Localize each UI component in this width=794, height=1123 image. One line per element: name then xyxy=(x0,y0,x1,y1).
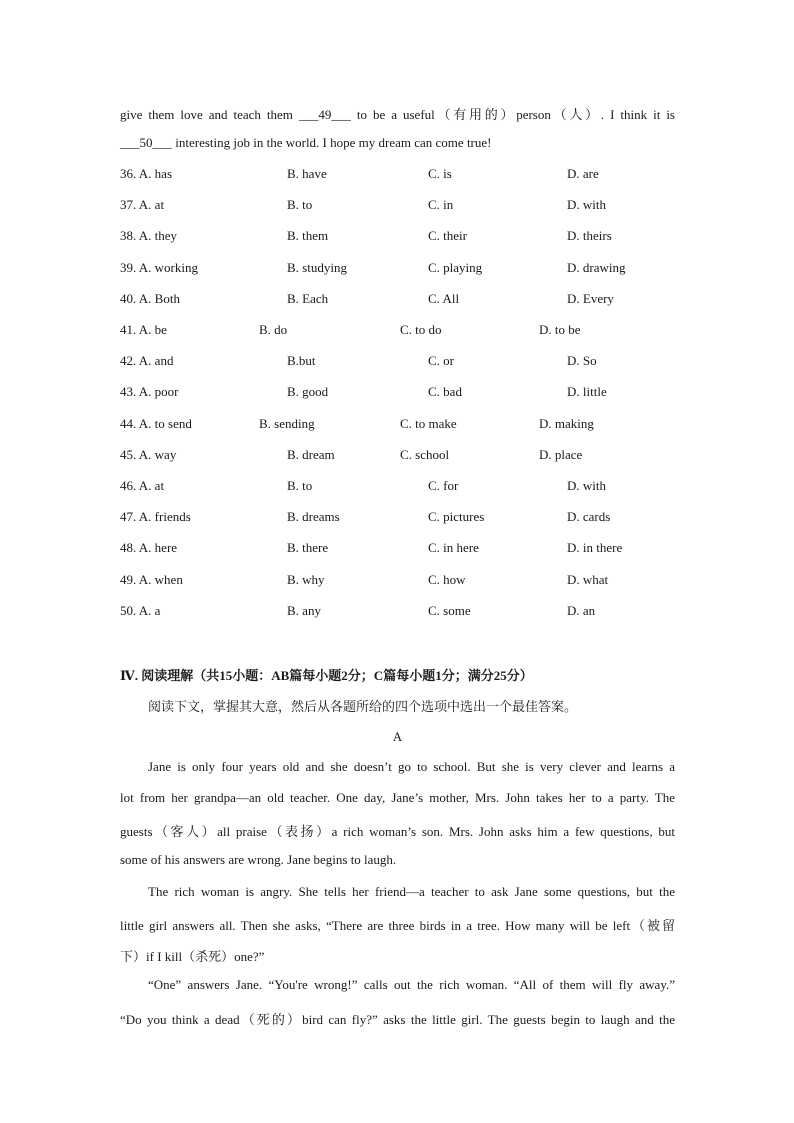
question-row xyxy=(120,353,680,371)
question-row xyxy=(120,603,680,621)
option-a: 43. A. poor xyxy=(120,384,179,399)
question-row xyxy=(120,447,680,465)
option-b: B. to xyxy=(287,197,313,212)
option-a: 50. A. a xyxy=(120,603,161,618)
option-a: 41. A. be xyxy=(120,322,167,337)
option-a: 40. A. Both xyxy=(120,291,180,306)
option-a: 49. A. when xyxy=(120,572,183,587)
section-heading: Ⅳ. 阅读理解（共15小题：AB篇每小题2分；C篇每小题1分；满分25分） xyxy=(120,668,533,683)
option-b: B.but xyxy=(287,353,316,368)
question-row xyxy=(120,509,680,527)
option-d: D. little xyxy=(567,384,607,399)
question-row xyxy=(120,166,680,184)
option-a: 46. A. at xyxy=(120,478,165,493)
option-a: 38. A. they xyxy=(120,228,178,243)
option-b: B. dreams xyxy=(287,509,340,524)
question-row xyxy=(120,572,680,590)
option-d: D. So xyxy=(567,353,597,368)
passage-line: give them love and teach them ___49___ to be a useful（有用的）person（人）. I think it is xyxy=(120,107,675,122)
option-b: B. sending xyxy=(259,416,315,431)
option-d: D. to be xyxy=(539,322,581,337)
option-c: C. is xyxy=(428,166,452,181)
option-c: C. their xyxy=(428,228,467,243)
option-d: D. theirs xyxy=(567,228,612,243)
option-d: D. making xyxy=(539,416,594,431)
paragraph-line: “Do you think a dead（死的）bird can fly?” asks the little girl. The guests begin to laugh and the xyxy=(120,1012,675,1027)
option-c: C. for xyxy=(428,478,459,493)
paragraph-line: Jane is only four years old and she doesn’t go to school. But she is very clever and learns a xyxy=(148,759,675,774)
option-d: D. with xyxy=(567,197,606,212)
section-instruction: 阅读下文，掌握其大意，然后从各题所给的四个选项中选出一个最佳答案。 xyxy=(148,699,578,714)
option-c: C. in xyxy=(428,197,454,212)
option-c: C. pictures xyxy=(428,509,485,524)
option-c: C. in here xyxy=(428,540,479,555)
passage-letter: A xyxy=(392,729,403,744)
option-a: 45. A. way xyxy=(120,447,177,462)
option-b: B. good xyxy=(287,384,329,399)
option-c: C. to make xyxy=(400,416,457,431)
option-b: B. them xyxy=(287,228,329,243)
option-d: D. with xyxy=(567,478,606,493)
question-row xyxy=(120,228,680,246)
paragraph-line: lot from her grandpa—an old teacher. One day, Jane’s mother, Mrs. John takes her to a party. The xyxy=(120,790,675,805)
paragraph-line: 下）if I kill（杀死）one?” xyxy=(120,949,265,964)
option-d: D. are xyxy=(567,166,599,181)
option-d: D. Every xyxy=(567,291,614,306)
option-c: C. playing xyxy=(428,260,483,275)
paragraph-line: some of his answers are wrong. Jane begins to laugh. xyxy=(120,852,397,867)
option-a: 42. A. and xyxy=(120,353,174,368)
question-row xyxy=(120,478,680,496)
paragraph-line: little girl answers all. Then she asks, “There are three birds in a tree. How many will be left（被留 xyxy=(120,918,675,933)
option-a: 44. A. to send xyxy=(120,416,192,431)
option-d: D. drawing xyxy=(567,260,626,275)
option-b: B. there xyxy=(287,540,329,555)
paragraph-line: guests（客人）all praise（表扬）a rich woman’s son. Mrs. John asks him a few questions, but xyxy=(120,824,675,839)
question-row xyxy=(120,291,680,309)
option-d: D. what xyxy=(567,572,609,587)
option-c: C. bad xyxy=(428,384,462,399)
option-d: D. cards xyxy=(567,509,611,524)
passage-line: ___50___ interesting job in the world. I hope my dream can come true! xyxy=(120,135,492,150)
option-a: 39. A. working xyxy=(120,260,198,275)
paragraph-line: The rich woman is angry. She tells her friend—a teacher to ask Jane some questions, but the xyxy=(148,884,675,899)
option-b: B. any xyxy=(287,603,321,618)
option-c: C. school xyxy=(400,447,450,462)
option-c: C. how xyxy=(428,572,466,587)
option-d: D. an xyxy=(567,603,596,618)
option-b: B. studying xyxy=(287,260,347,275)
question-row xyxy=(120,416,680,434)
question-row xyxy=(120,540,680,558)
option-c: C. All xyxy=(428,291,460,306)
option-d: D. place xyxy=(539,447,583,462)
option-b: B. dream xyxy=(287,447,335,462)
option-b: B. do xyxy=(259,322,288,337)
question-row xyxy=(120,322,680,340)
paragraph-line: “One” answers Jane. “You're wrong!” calls out the rich woman. “All of them will fly away.” xyxy=(148,977,675,992)
option-c: C. or xyxy=(428,353,454,368)
option-b: B. have xyxy=(287,166,327,181)
option-c: C. to do xyxy=(400,322,442,337)
question-row xyxy=(120,384,680,402)
option-b: B. why xyxy=(287,572,325,587)
option-c: C. some xyxy=(428,603,471,618)
question-row xyxy=(120,260,680,278)
question-row xyxy=(120,197,680,215)
option-a: 47. A. friends xyxy=(120,509,191,524)
option-d: D. in there xyxy=(567,540,623,555)
option-a: 37. A. at xyxy=(120,197,165,212)
option-a: 36. A. has xyxy=(120,166,172,181)
option-b: B. Each xyxy=(287,291,329,306)
option-b: B. to xyxy=(287,478,313,493)
option-a: 48. A. here xyxy=(120,540,178,555)
